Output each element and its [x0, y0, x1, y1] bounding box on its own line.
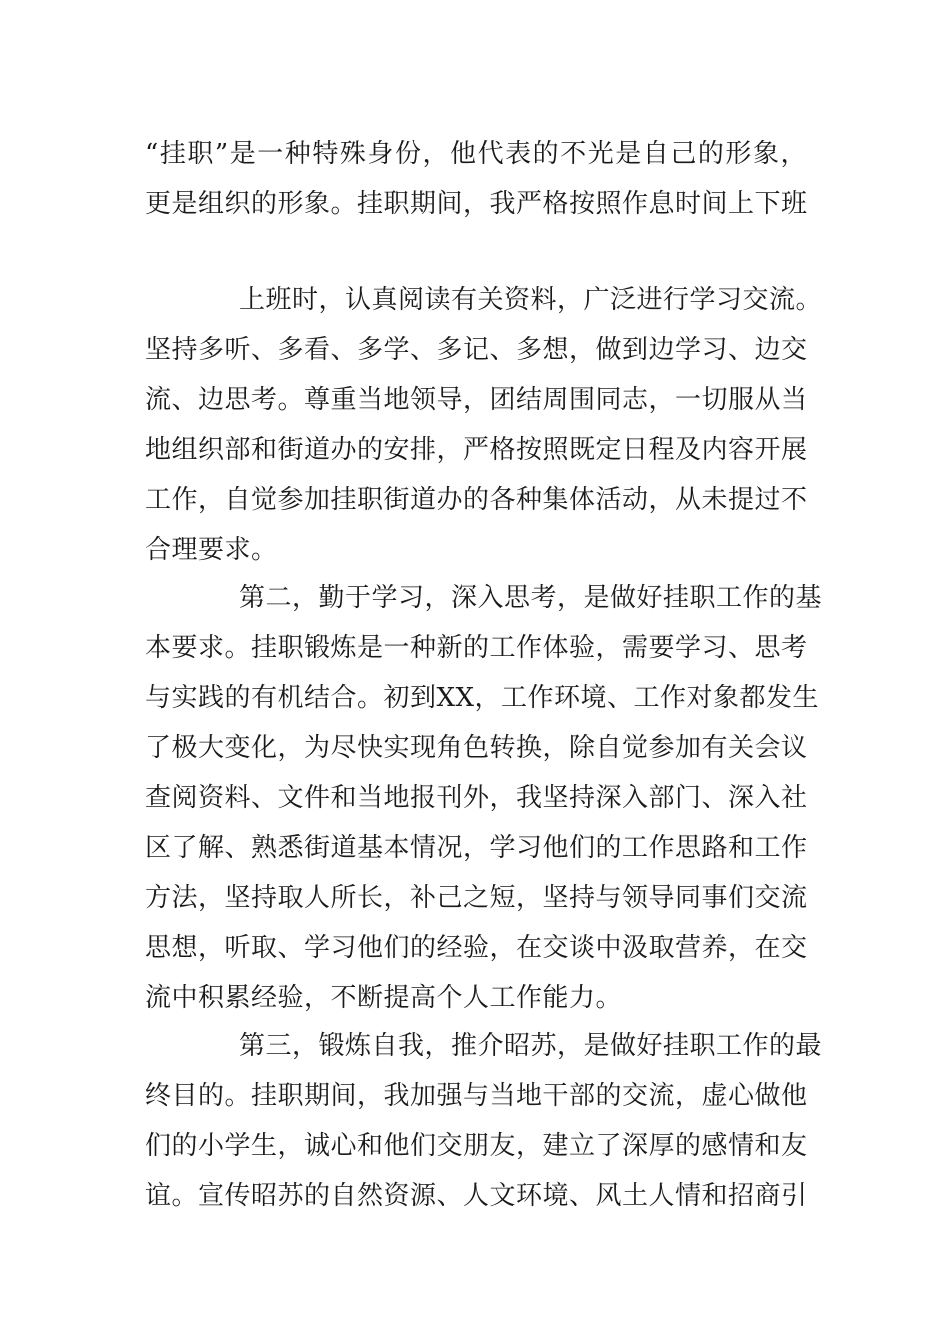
text-line: 流中积累经验，不断提高个人工作能力。	[145, 983, 623, 1013]
text-line: 第三，锻炼自我，推介昭苏，是做好挂职工作的最	[239, 1031, 823, 1061]
text-line: 工作，自觉参加挂职街道办的各种集体活动，从未提过不	[145, 485, 808, 515]
text-line: 区了解、熟悉街道基本情况，学习他们的工作思路和工作	[145, 833, 808, 863]
text-line: 们的小学生，诚心和他们交朋友，建立了深厚的感情和友	[145, 1131, 808, 1161]
text-line: 更是组织的形象。挂职期间，我严格按照作息时间上下班	[145, 189, 808, 219]
text-line: 坚持多听、多看、多学、多记、多想，做到边学习、边交	[145, 335, 808, 365]
text-line: 思想，听取、学习他们的经验，在交谈中汲取营养，在交	[145, 933, 808, 963]
text-line: 本要求。挂职锻炼是一种新的工作体验，需要学习、思考	[145, 633, 808, 663]
text-line: 谊。宣传昭苏的自然资源、人文环境、风土人情和招商引	[145, 1181, 808, 1211]
text-line: 第二，勤于学习，深入思考，是做好挂职工作的基	[239, 583, 823, 613]
text-line: 终目的。挂职期间，我加强与当地干部的交流，虚心做他	[145, 1081, 808, 1111]
text-line: “挂职”是一种特殊身份，他代表的不光是自己的形象，	[145, 139, 807, 169]
text-line: 与实践的有机结合。初到XX，工作环境、工作对象都发生	[145, 683, 820, 713]
text-line: 查阅资料、文件和当地报刊外，我坚持深入部门、深入社	[145, 783, 808, 813]
text-line: 合理要求。	[145, 535, 278, 565]
text-line: 地组织部和街道办的安排，严格按照既定日程及内容开展	[145, 435, 808, 465]
text-line: 流、边思考。尊重当地领导，团结周围同志，一切服从当	[145, 385, 808, 415]
text-line: 上班时，认真阅读有关资料，广泛进行学习交流。	[239, 285, 823, 315]
text-line: 方法，坚持取人所长，补己之短，坚持与领导同事们交流	[145, 883, 808, 913]
text-line: 了极大变化，为尽快实现角色转换，除自觉参加有关会议	[145, 733, 808, 763]
